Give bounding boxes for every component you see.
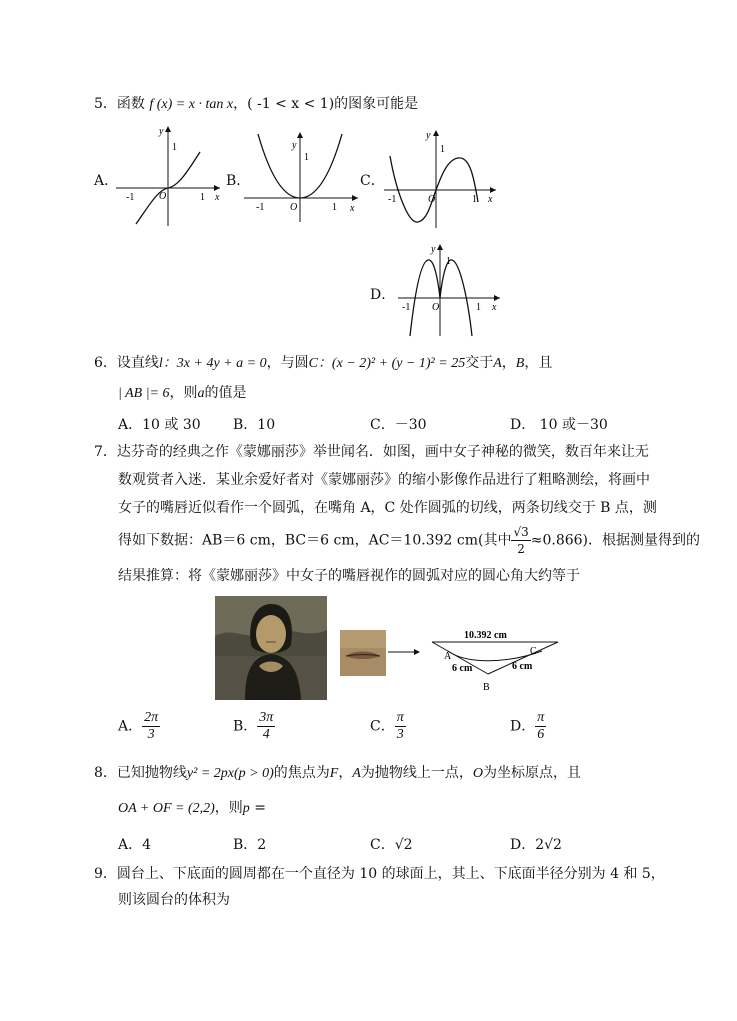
- q5-option-c-label: C．: [360, 173, 385, 189]
- y-tick-1: 1: [304, 152, 309, 163]
- y-label: y: [159, 126, 164, 137]
- q5-number: 5．: [94, 96, 117, 112]
- point-a-label: A: [444, 651, 452, 662]
- q7-option-a-den: 3: [147, 727, 155, 742]
- q7-stem-line3: 女子的嘴唇近似看作一个圆弧，在嘴角 A，C 处作圆弧的切线，两条切线交于 B 点，测: [118, 500, 657, 516]
- x-tick-1: 1: [200, 192, 205, 203]
- x-label: x: [215, 192, 220, 203]
- x-tick-1: 1: [472, 194, 477, 205]
- origin-label: O: [290, 202, 298, 213]
- q6-number: 6．: [94, 355, 117, 371]
- q7-option-a-label: A．: [118, 718, 143, 735]
- q8-option-c: C．√2: [370, 837, 413, 853]
- q6-text: ，: [501, 355, 516, 371]
- x-tick-neg1: -1: [388, 194, 397, 205]
- q7-option-c: [370, 710, 406, 743]
- q7-option-b-fraction: [257, 710, 275, 743]
- q8-origin: O: [472, 766, 484, 781]
- q7-option-d-label: D．: [510, 718, 536, 735]
- q6-circle-name: C: [308, 356, 318, 371]
- q7-frac-num: √3: [513, 525, 529, 539]
- q7-fraction: [511, 524, 530, 557]
- point-c-label: C: [530, 646, 537, 657]
- q5-option-d-label: D．: [370, 287, 396, 303]
- q6-text: 交于: [465, 355, 494, 371]
- y-axis-arrow-icon: [437, 244, 443, 250]
- q5-text-pre: 函数: [116, 96, 150, 112]
- q6-text: ，与圆: [266, 355, 309, 371]
- q5-graph-a: [116, 122, 224, 230]
- q8-vector-equation: OA + OF = (2,2): [118, 801, 215, 816]
- ab-length-label: 6 cm: [452, 663, 473, 674]
- q5-function: f (x) = x · tan x: [149, 97, 234, 112]
- q9-stem-line2: 则该圆台的体积为: [118, 892, 230, 908]
- y-label: y: [292, 140, 297, 151]
- origin-label: O: [428, 194, 436, 205]
- q7-option-b-label: B．: [233, 718, 258, 735]
- origin-label: O: [432, 302, 440, 313]
- q5-option-a-label: A．: [94, 173, 119, 189]
- q7-option-d-fraction: [535, 710, 546, 743]
- q7-frac-den: 2: [517, 542, 525, 556]
- q8-stem-line1: [94, 763, 581, 784]
- q7-stem-line2: 数观赏者入迷．某业余爱好者对《蒙娜丽莎》的缩小影像作品进行了粗略测绘，将画中: [118, 472, 650, 488]
- q6-option-c: C．－30: [370, 417, 427, 433]
- q8-text: 的焦点为: [273, 765, 330, 781]
- y-axis-arrow-icon: [433, 130, 439, 136]
- x-tick-1: 1: [476, 302, 481, 313]
- q5-graph-c: [384, 126, 498, 230]
- q5-text-post: 的图象可能是: [334, 96, 419, 112]
- x-axis-arrow-icon: [494, 295, 500, 301]
- q6-text: 的值是: [204, 385, 247, 401]
- q8-text: 为坐标原点，且: [483, 765, 582, 781]
- q5-domain: ，( -1 < x < 1): [233, 96, 335, 112]
- q7-option-d: [510, 710, 546, 743]
- q7-text: 得如下数据：AB＝6 cm，BC＝6 cm，AC＝10.392 cm(其中: [118, 532, 512, 549]
- q5-graph-b: [244, 128, 360, 224]
- y-axis-arrow-icon: [297, 132, 303, 138]
- q7-option-c-fraction: [395, 710, 406, 743]
- q8-point-a: A: [352, 766, 361, 781]
- q9-stem-line1: [94, 864, 665, 884]
- q6-stem-line1: [94, 353, 552, 374]
- x-tick-neg1: -1: [126, 192, 135, 203]
- q6-text: 设直线: [116, 355, 159, 371]
- mona-lisa-image: [215, 596, 327, 700]
- q7-option-b-den: 4: [262, 727, 270, 742]
- q8-text: ，则: [214, 800, 243, 816]
- q7-text: 达芬奇的经典之作《蒙娜丽莎》举世闻名．如图，画中女子神秘的微笑，数百年来让无: [116, 444, 649, 460]
- q8-stem-line2: [118, 798, 266, 819]
- y-label: y: [431, 244, 436, 255]
- curve: [390, 156, 478, 222]
- q8-option-d: D．2√2: [510, 837, 562, 853]
- q8-text: 为抛物线上一点，: [360, 765, 473, 781]
- q7-text: ≈0.866)．根据测量得到的: [530, 532, 701, 549]
- x-axis-arrow-icon: [214, 185, 220, 191]
- q6-option-a: A．10 或 30: [118, 417, 201, 433]
- q6-point-b: B: [515, 356, 525, 371]
- q5-option-b-label: B．: [226, 173, 251, 189]
- q6-option-d: D． 10 或－30: [510, 417, 608, 433]
- q8-parabola-equation: y² = 2px(p > 0): [186, 766, 274, 781]
- q7-option-c-num: π: [396, 710, 404, 725]
- q8-text: 已知抛物线: [116, 765, 187, 781]
- y-label: y: [426, 130, 431, 141]
- q5-stem: [94, 94, 418, 115]
- y-tick-1: 1: [172, 142, 177, 153]
- q7-option-c-label: C．: [370, 718, 395, 735]
- origin-label: O: [159, 191, 167, 202]
- q6-chord-length: | AB |= 6: [118, 386, 170, 401]
- q7-stem-line5: 结果推算：将《蒙娜丽莎》中女子的嘴唇视作的圆弧对应的圆心角大约等于: [118, 568, 580, 584]
- q8-option-a: A．4: [118, 837, 152, 853]
- q7-number: 7．: [94, 444, 117, 460]
- q6-option-b: B．10: [233, 417, 276, 433]
- bc-length-label: 6 cm: [512, 661, 533, 672]
- q8-text: ，: [338, 765, 353, 781]
- q7-option-b: [233, 710, 275, 743]
- q6-variable-a: a: [197, 386, 205, 401]
- x-label: x: [488, 194, 493, 205]
- q6-point-a: A: [493, 356, 502, 371]
- q6-line-name: l: [158, 356, 163, 371]
- q9-text: 圆台上、下底面的圆周都在一个直径为 10 的球面上，其上、下底面半径分别为 4 和 5，: [116, 866, 665, 882]
- x-tick-neg1: -1: [402, 302, 411, 313]
- q7-option-a-fraction: [142, 710, 160, 743]
- q9-number: 9．: [94, 866, 117, 882]
- x-tick-1: 1: [332, 202, 337, 213]
- q8-number: 8．: [94, 765, 117, 781]
- ac-length-label: 10.392 cm: [464, 630, 507, 641]
- q7-option-d-den: 6: [537, 727, 545, 742]
- q7-option-c-den: 3: [396, 727, 404, 742]
- q8-variable-p: p: [242, 801, 250, 816]
- q7-option-d-num: π: [537, 710, 545, 725]
- q7-stem-line1: [94, 442, 649, 462]
- q8-focus: F: [329, 766, 339, 781]
- q5-graph-d: [398, 240, 502, 338]
- q7-option-a: [118, 710, 160, 743]
- q8-text: =: [249, 800, 266, 816]
- q8-option-b: B．2: [233, 837, 267, 853]
- point-b-label: B: [483, 682, 490, 693]
- q6-line-equation: ：3x + 4y + a = 0: [162, 356, 267, 371]
- y-axis-arrow-icon: [165, 126, 171, 132]
- y-tick-1: 1: [446, 256, 451, 267]
- x-label: x: [350, 203, 355, 214]
- y-tick-1: 1: [440, 144, 445, 155]
- x-label: x: [492, 302, 497, 313]
- q6-circle-equation: ：(x − 2)² + (y − 1)² = 25: [317, 356, 466, 371]
- q6-text: ，且: [524, 355, 553, 371]
- arrow-right-icon: [388, 646, 422, 658]
- q6-text: ，则: [169, 385, 198, 401]
- x-tick-neg1: -1: [256, 202, 265, 213]
- tangent-diagram: [426, 618, 562, 696]
- x-axis-arrow-icon: [352, 195, 358, 201]
- mouth-closeup-image: [340, 630, 386, 676]
- q7-option-a-num: 2π: [144, 710, 159, 725]
- q7-stem-line4: [118, 524, 700, 557]
- q6-stem-line2: [118, 383, 247, 404]
- x-axis-arrow-icon: [490, 187, 496, 193]
- q7-option-b-num: 3π: [259, 710, 274, 725]
